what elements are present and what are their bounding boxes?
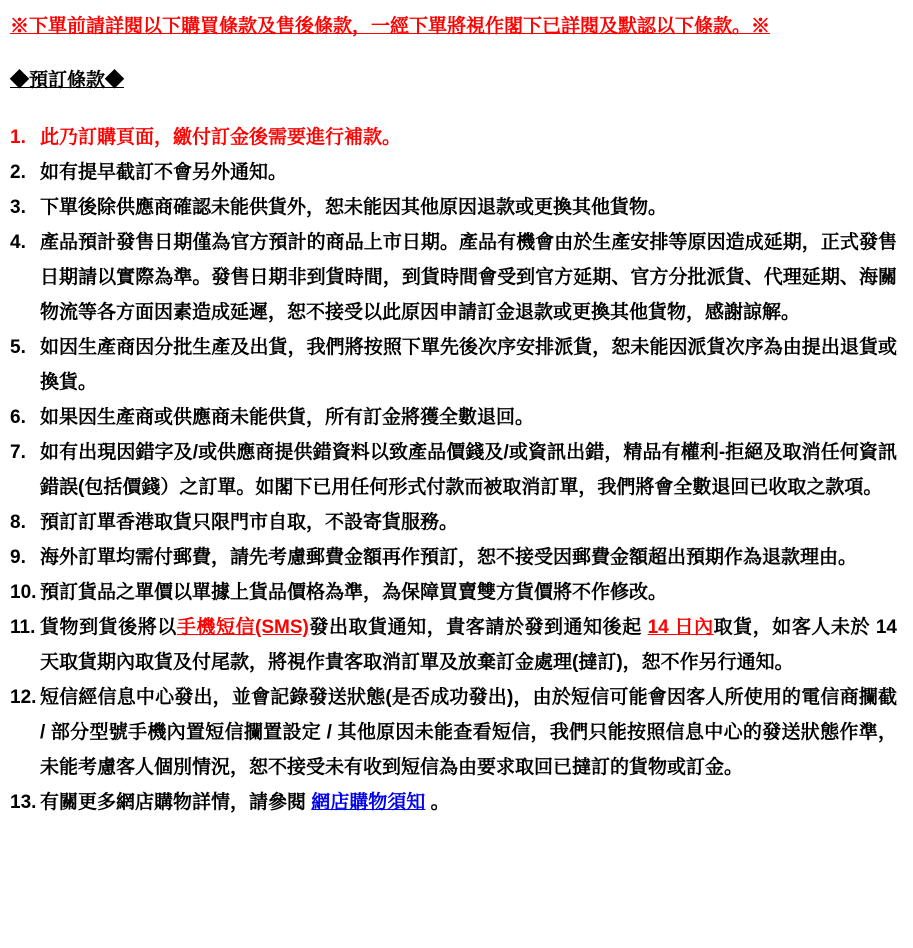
item-text xyxy=(40,190,897,225)
terms-item xyxy=(10,120,897,155)
item-text xyxy=(40,225,897,330)
shop-guide-link[interactable]: 網店購物須知 xyxy=(311,792,426,813)
preorder-terms-title: ◆預訂條款◆ xyxy=(10,70,125,91)
item-number: 4. xyxy=(10,232,26,253)
item-number: 7. xyxy=(10,442,26,463)
text-segment: 如因生產商因分批生產及出貨，我們將按照下單先後次序安排派貨，恕未能因派貨次序為由提出退貨或換貨。 xyxy=(40,337,897,393)
item-text xyxy=(40,400,897,435)
item-number: 6. xyxy=(10,407,26,428)
item-text xyxy=(40,155,897,190)
item-number: 1. xyxy=(10,127,26,148)
text-segment: 預訂訂單香港取貨只限門市自取，不設寄貨服務。 xyxy=(40,512,459,533)
terms-item xyxy=(10,400,897,435)
item-text xyxy=(40,610,897,680)
text-segment: 手機短信(SMS) xyxy=(176,617,309,638)
terms-item xyxy=(10,610,897,680)
item-number: 8. xyxy=(10,512,26,533)
text-segment: 取貨，如客人未於 14 天取貨期內取貨及付尾款，將視作貴客取消訂單及放棄訂金處理(撻訂)，恕不作另行通知。 xyxy=(40,617,897,673)
terms-item xyxy=(10,330,897,400)
item-number: 11. xyxy=(10,617,36,638)
terms-item xyxy=(10,435,897,505)
item-text xyxy=(40,540,897,575)
terms-item xyxy=(10,190,897,225)
terms-item xyxy=(10,540,897,575)
text-segment: 預訂貨品之單價以單據上貨品價格為準，為保障買賣雙方貨價將不作修改。 xyxy=(40,582,668,603)
text-segment: 海外訂單均需付郵費，請先考慮郵費金額再作預訂，恕不接受因郵費金額超出預期作為退款理由。 xyxy=(40,547,858,568)
item-number: 9. xyxy=(10,547,26,568)
text-segment: 如有提早截訂不會另外通知。 xyxy=(40,162,288,183)
purchase-terms-notice: ※下單前請詳閱以下購買條款及售後條款，一經下單將視作閣下已詳閱及默認以下條款。※ xyxy=(10,16,771,37)
text-segment: 產品預計發售日期僅為官方預計的商品上市日期。產品有機會由於生產安排等原因造成延期，正式發售日期請以實際為準。發售日期非到貨時間，到貨時間會受到官方延期、官方分批派貨、代理延期、海關物流等各方面因素造成延遲，恕不接受以此原因申請訂金退款或更換其他貨物，感謝諒解。 xyxy=(40,232,897,323)
item-text xyxy=(40,680,897,785)
text-segment: 下單後除供應商確認未能供貨外，恕未能因其他原因退款或更換其他貨物。 xyxy=(40,197,668,218)
item-number: 13. xyxy=(10,792,37,813)
text-segment: 有關更多網店購物詳情，請參閱 xyxy=(40,792,312,813)
item-number: 10. xyxy=(10,582,37,603)
text-segment: 如有出現因錯字及/或供應商提供錯資料以致產品價錢及/或資訊出錯，精品有權利-拒絕及取消任何資訊錯誤(包括價錢）之訂單。如閣下已用任何形式付款而被取消訂單，我們將會全數退回已收取之款項。 xyxy=(40,442,897,498)
item-number: 5. xyxy=(10,337,26,358)
terms-item xyxy=(10,155,897,190)
item-text xyxy=(40,575,897,610)
text-segment: 。 xyxy=(425,792,450,813)
item-text xyxy=(40,330,897,400)
item-number: 12. xyxy=(10,687,37,708)
text-segment: 發出取貨通知，貴客請於發到通知後起 xyxy=(308,617,648,638)
terms-list xyxy=(10,120,897,820)
text-segment: 此乃訂購頁面，繳付訂金後需要進行補款。 xyxy=(40,127,402,148)
terms-item xyxy=(10,575,897,610)
terms-item xyxy=(10,225,897,330)
text-segment: 短信經信息中心發出，並會記錄發送狀態(是否成功發出)，由於短信可能會因客人所使用的電信商攔截 / 部分型號手機內置短信攔置設定 / 其他原因未能查看短信，我們只能按照信息中心的發送狀態作準，未能考慮客人個別情況，恕不接受未有收到短信為由要求取回已撻訂的貨物或訂金。 xyxy=(40,687,897,778)
text-segment: 如果因生產商或供應商未能供貨，所有訂金將獲全數退回。 xyxy=(40,407,535,428)
item-text xyxy=(40,435,897,505)
text-segment: 貨物到貨後將以 xyxy=(40,617,177,638)
terms-item xyxy=(10,505,897,540)
terms-item xyxy=(10,785,897,820)
item-number: 2. xyxy=(10,162,26,183)
text-segment: 14 日內 xyxy=(647,617,714,638)
item-number: 3. xyxy=(10,197,26,218)
item-text xyxy=(40,120,897,155)
item-text xyxy=(40,505,897,540)
item-text xyxy=(40,785,897,820)
terms-item xyxy=(10,680,897,785)
